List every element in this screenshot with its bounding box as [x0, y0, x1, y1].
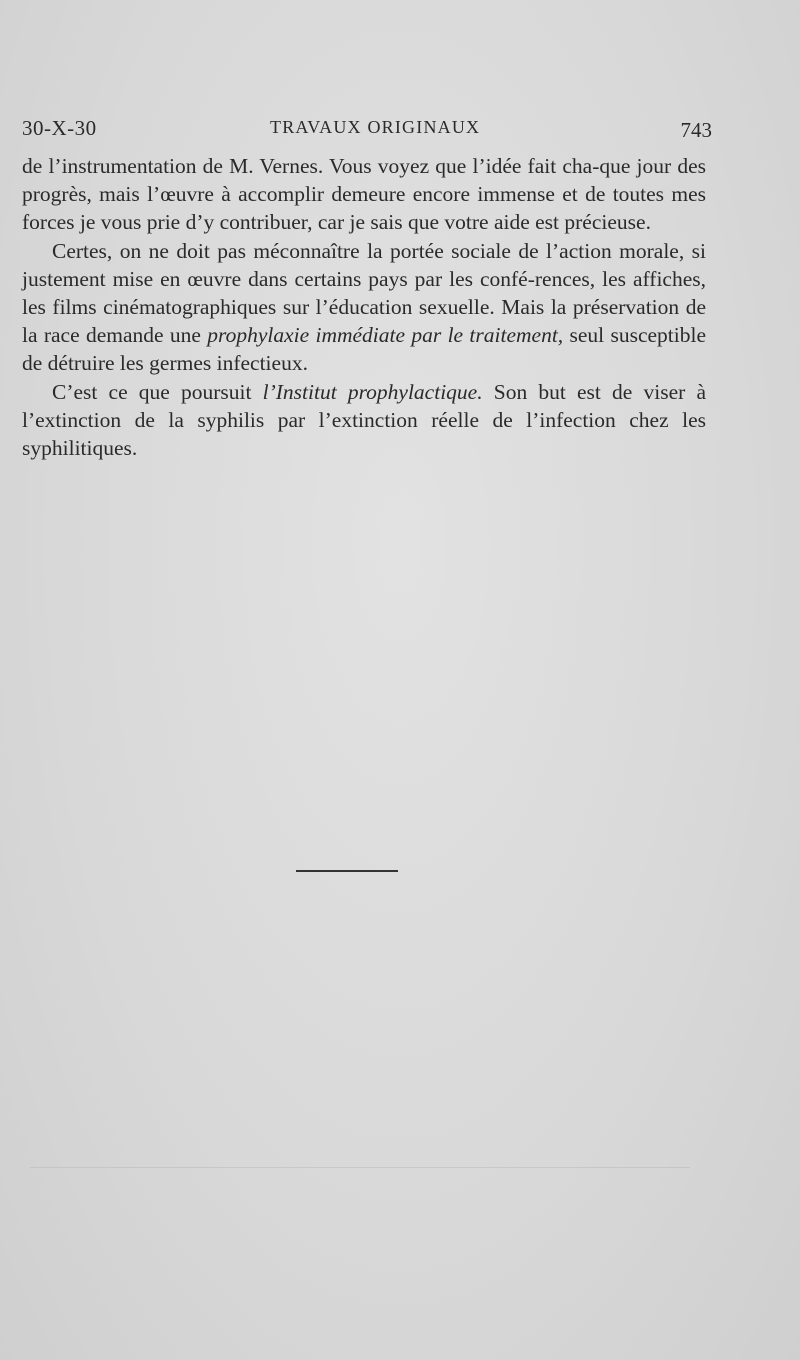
page-number: 743	[680, 118, 712, 142]
body-text	[22, 152, 706, 462]
end-rule	[296, 870, 398, 872]
paragraph-3-text-start: C’est ce que poursuit	[52, 379, 263, 404]
bleed-through-line	[30, 1167, 690, 1168]
paragraph-3-italic-phrase: l’Institut prophylactique.	[262, 379, 483, 404]
paragraph-3	[22, 378, 706, 463]
paragraph-1	[22, 152, 706, 237]
running-header	[22, 116, 712, 144]
paragraph-2-text-end: seul susceptible de détruire les germes infectieux.	[22, 323, 706, 376]
issue-date: 30-X-30	[22, 116, 97, 140]
running-title: TRAVAUX ORIGINAUX	[270, 117, 481, 137]
paragraph-2	[22, 237, 706, 378]
paragraph-3-text-end: Son but est de viser à l’extinction de la syphilis par l’extinction réelle de l’infection chez les syphilitiques.	[22, 379, 706, 461]
paragraph-2-italic-phrase: prophylaxie immédiate par le traitement,	[207, 323, 564, 348]
paragraph-2-text-start: Certes, on ne doit pas méconnaître la portée sociale de l’action morale, si justement mise en œuvre dans certains pays par les confé-rences, les affiches, les films cinématographiques sur l’éducation sexuelle. Mais la préservation de la race demande une	[22, 238, 706, 348]
paragraph-1-text: de l’instrumentation de M. Vernes. Vous voyez que l’idée fait cha-que jour des progrès, mais l’œuvre à accomplir demeure encore immense et de toutes mes forces je vous prie d’y contribuer, car je sais que votre aide est précieuse.	[22, 154, 706, 235]
